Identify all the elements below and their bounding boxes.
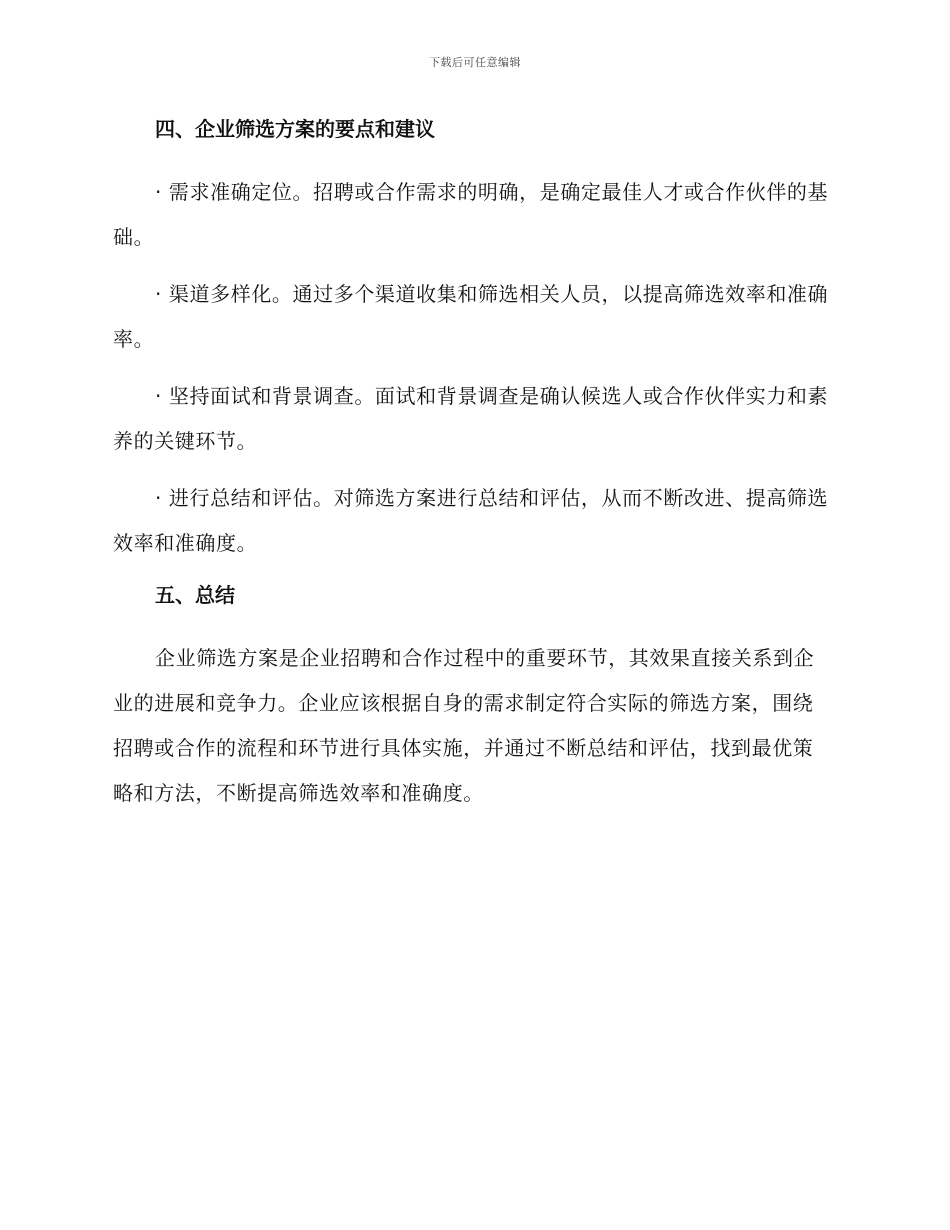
section-heading-4: 四、企业筛选方案的要点和建议 xyxy=(155,117,435,141)
bullet-paragraph: · 坚持面试和背景调查。面试和背景调查是确认候选人或合作伙伴实力和素养的关键环节。 xyxy=(113,384,829,453)
bullet-paragraph: · 进行总结和评估。对筛选方案进行总结和评估，从而不断改进、提高筛选效率和准确度。 xyxy=(113,486,829,555)
section-heading-5: 五、总结 xyxy=(155,583,235,607)
document-body xyxy=(113,112,833,828)
bullet-paragraph: · 渠道多样化。通过多个渠道收集和筛选相关人员，以提高筛选效率和准确率。 xyxy=(113,282,829,351)
bullet-paragraph: · 需求准确定位。招聘或合作需求的明确，是确定最佳人才或合作伙伴的基础。 xyxy=(113,180,829,249)
summary-paragraph: 企业筛选方案是企业招聘和合作过程中的重要环节，其效果直接关系到企业的进展和竞争力。企业应该根据自身的需求制定符合实际的筛选方案，围绕招聘或合作的流程和环节进行具体实施，并通过不断总结和评估，找到最优策略和方法，不断提高筛选效率和准确度。 xyxy=(113,646,815,805)
header-note: 下载后可任意编辑 xyxy=(429,56,521,69)
